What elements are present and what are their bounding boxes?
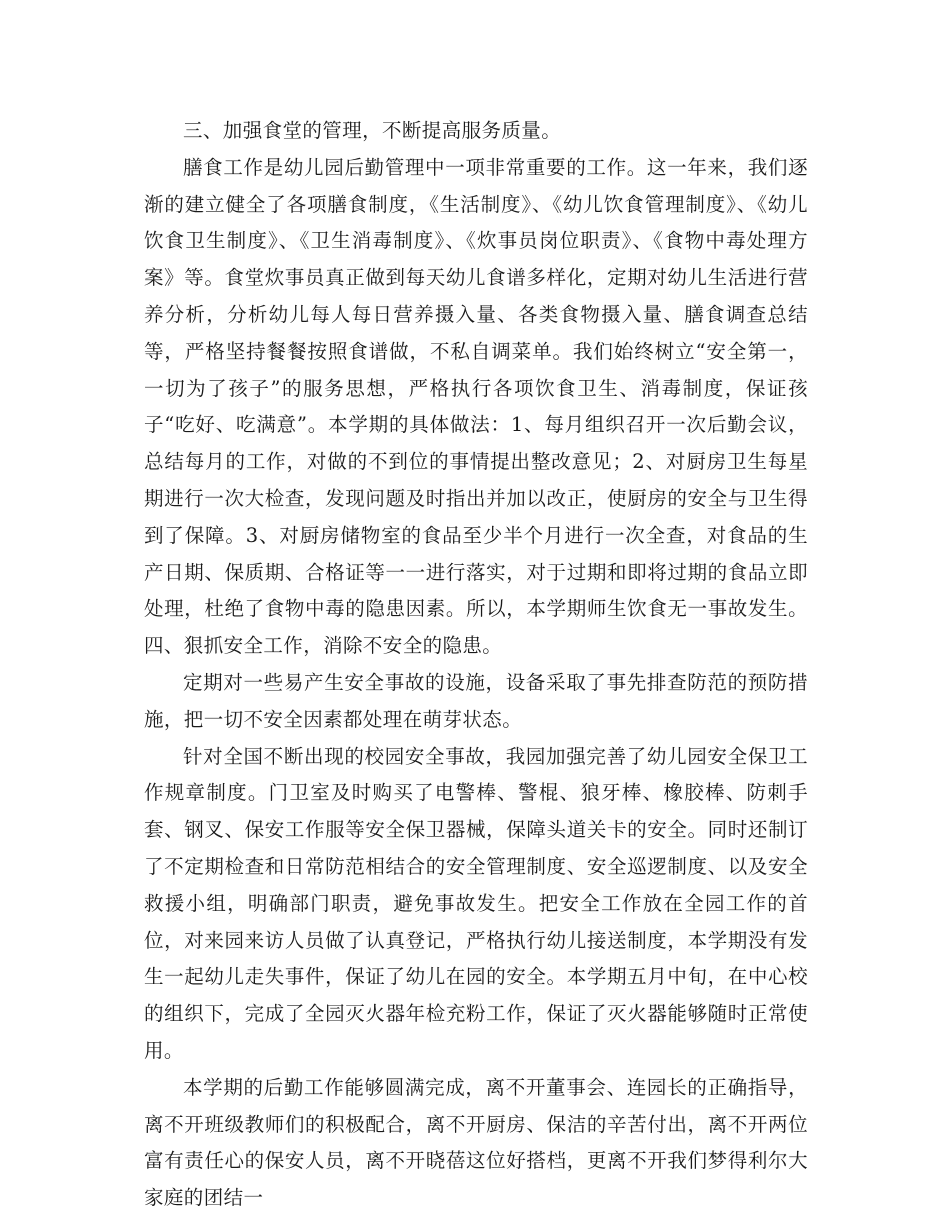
catering-paragraph: 膳食工作是幼儿园后勤管理中一项非常重要的工作。这一年来，我们逐渐的建立健全了各项膳食制度，《生活制度》、《幼儿饮食管理制度》、《幼儿饮食卫生制度》、《卫生消毒制度》、《炊事员岗位职责》、《食物中毒处理方案》等。食堂炊事员真正做到每天幼儿食谱多样化，定期对幼儿生活进行营养分析，分析幼儿每人每日营养摄入量、各类食物摄入量、膳食调查总结等，严格坚持餐餐按照食谱做，不私自调菜单。我们始终树立“安全第一，一切为了孩子”的服务思想，严格执行各项饮食卫生、消毒制度，保证孩子“吃好、吃满意”。本学期的具体做法：1、每月组织召开一次后勤会议，总结每月的工作，对做的不到位的事情提出整改意见；2、对厨房卫生每星期进行一次大检查，发现问题及时指出并加以改正，使厨房的安全与卫生得到了保障。3、对厨房储物室的食品至少半个月进行一次全查，对食品的生产日期、保质期、合格证等一一进行落实，对于过期和即将过期的食品立即处理，杜绝了食物中毒的隐患因素。所以，本学期师生饮食无一事故发生。四、狠抓安全工作，消除不安全的隐患。 — [144, 155, 808, 658]
document-body — [144, 113, 808, 1217]
security-paragraph: 针对全国不断出现的校园安全事故，我园加强完善了幼儿园安全保卫工作规章制度。门卫室及时购买了电警棒、警棍、狼牙棒、橡胶棒、防刺手套、钢叉、保安工作服等安全保卫器械，保障头道关卡的安全。同时还制订了不定期检查和日常防范相结合的安全管理制度、安全巡逻制度、以及安全救援小组，明确部门职责，避免事故发生。把安全工作放在全园工作的首位，对来园来访人员做了认真登记，严格执行幼儿接送制度，本学期没有发生一起幼儿走失事件，保证了幼儿在园的安全。本学期五月中旬，在中心校的组织下，完成了全园灭火器年检充粉工作，保证了灭火器能够随时正常使用。 — [144, 744, 808, 1062]
facility-safety-paragraph: 定期对一些易产生安全事故的设施，设备采取了事先排查防范的预防措施，把一切不安全因素都处理在萌芽状态。 — [144, 670, 808, 731]
section-heading-paragraph: 三、加强食堂的管理，不断提高服务质量。 — [183, 119, 562, 142]
acknowledgement-paragraph: 本学期的后勤工作能够圆满完成，离不开董事会、连园长的正确指导，离不开班级教师们的积极配合，离不开厨房、保洁的辛苦付出，离不开两位富有责任心的保安人员，离不开晓蓓这位好搭档，更离不开我们梦得利尔大家庭的团结一 — [144, 1075, 808, 1210]
